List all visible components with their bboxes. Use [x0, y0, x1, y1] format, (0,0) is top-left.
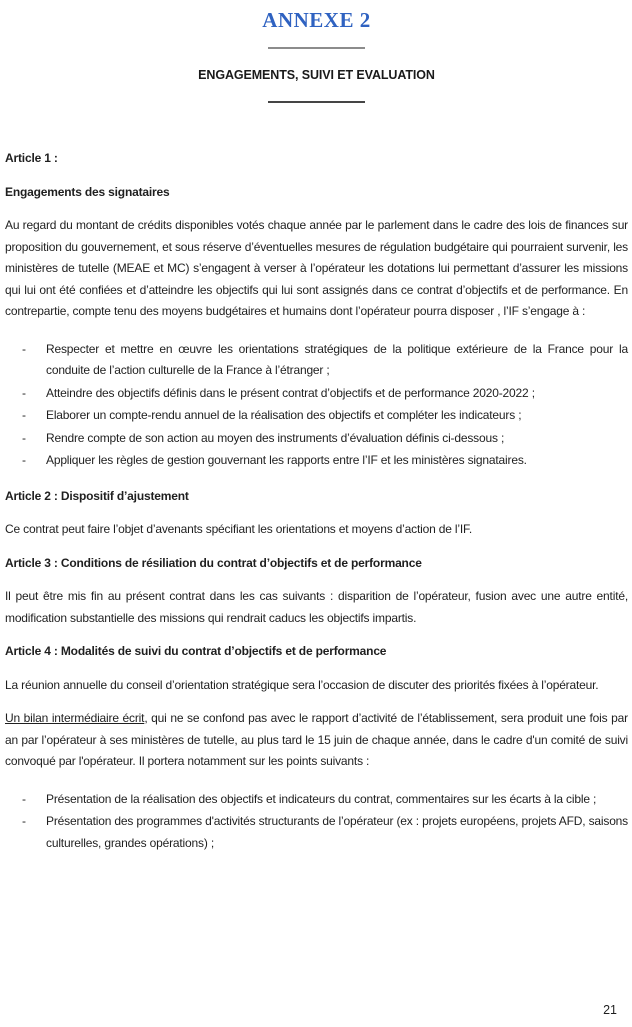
article-1-label: Article 1 : [5, 151, 58, 165]
document-title: ANNEXE 2 [262, 8, 371, 32]
bullet-marker: - [22, 453, 26, 467]
article-4-heading: Article 4 : Modalités de suivi du contrat d’objectifs et de performance [5, 644, 387, 658]
underlined-lead-text: Un bilan intermédiaire écrit [5, 711, 145, 725]
bullet-marker: - [22, 814, 26, 828]
bullet-marker: - [22, 408, 26, 422]
article-3-paragraph: Il peut être mis fin au présent contrat dans les cas suivants : disparition de l’opérateur, fusion avec une autre entité, modification substantielle des missions qui rendrait caducs les objectifs impartis. [5, 589, 628, 625]
bullet-marker: - [22, 430, 26, 445]
list-item-text: Appliquer les règles de gestion gouvernant les rapports entre l’IF et les ministères signataires. [46, 453, 527, 467]
list-item [5, 811, 628, 854]
bullet-marker: - [22, 385, 26, 400]
list-item [5, 405, 628, 427]
bullet-marker: - [22, 791, 26, 806]
list-item-text: Respecter et mettre en œuvre les orientations stratégiques de la politique extérieure de la France pour la conduite de l’action culturelle de la France à l’étranger ; [46, 341, 628, 377]
paragraph-rest-text: , qui ne se confond pas avec le rapport d’activité de l’établissement, sera produit une fois par an par l’opérateur à ses ministères de tutelle, au plus tard le 15 juin de chaque année, dans le cadre d'un comité de suivi convoqué par l'opérateur. Il portera notamment sur les points suivants : [5, 711, 628, 768]
article-4-paragraph-2 [5, 708, 628, 773]
bullet-marker: - [22, 341, 26, 356]
article-1-heading: Engagements des signataires [5, 184, 170, 199]
document-subtitle: ENGAGEMENTS, SUIVI ET EVALUATION [198, 68, 435, 82]
list-item [5, 339, 628, 382]
article-2-paragraph: Ce contrat peut faire l’objet d’avenants spécifiant les orientations et moyens d’action de l’IF. [5, 522, 472, 536]
list-item [5, 383, 628, 405]
article-1-intro-paragraph: Au regard du montant de crédits disponibles votés chaque année par le parlement dans le cadre des lois de finances sur proposition du gouvernement, et sous réserve d’éventuelles mesures de régulation budgétaire qui pourraient survenir, les ministères de tutelle (MEAE et MC) s’engagent à verser à l’opérateur les dotations lui permettant d’assurer les missions qui lui ont été confiées et d’atteindre les objectifs qui lui sont assignés dans ce contrat d’objectifs et de performance. En contrepartie, compte tenu des moyens budgétaires et humains dont l’opérateur pourra disposer , l’IF s’engage à : [5, 218, 628, 318]
list-item-text: Présentation de la réalisation des objectifs et indicateurs du contrat, commentaires sur les écarts à la cible ; [46, 791, 597, 806]
separator-line-bottom [268, 101, 365, 103]
article-2-heading: Article 2 : Dispositif d’ajustement [5, 488, 189, 503]
list-item [5, 450, 628, 472]
list-item-text: Elaborer un compte-rendu annuel de la réalisation des objectifs et compléter les indicateurs ; [46, 408, 522, 422]
list-item-text: Atteindre des objectifs définis dans le présent contrat d’objectifs et de performance 2020-2022 ; [46, 385, 535, 400]
list-item [5, 789, 628, 811]
article-4-paragraph-1: La réunion annuelle du conseil d’orientation stratégique sera l’occasion de discuter des priorités fixées à l’opérateur. [5, 677, 599, 692]
article-4-bullet-list [5, 789, 628, 855]
article-1-bullet-list [5, 339, 628, 472]
list-item-text: Rendre compte de son action au moyen des instruments d’évaluation définis ci-dessous ; [46, 430, 505, 445]
article-3-heading: Article 3 : Conditions de résiliation du contrat d’objectifs et de performance [5, 555, 422, 570]
separator-line-top [268, 47, 365, 49]
page-number: 21 [603, 1003, 617, 1017]
list-item [5, 428, 628, 450]
list-item-text: Présentation des programmes d'activités structurants de l’opérateur (ex : projets européens, projets AFD, saisons culturelles, grandes opérations) ; [46, 814, 628, 850]
